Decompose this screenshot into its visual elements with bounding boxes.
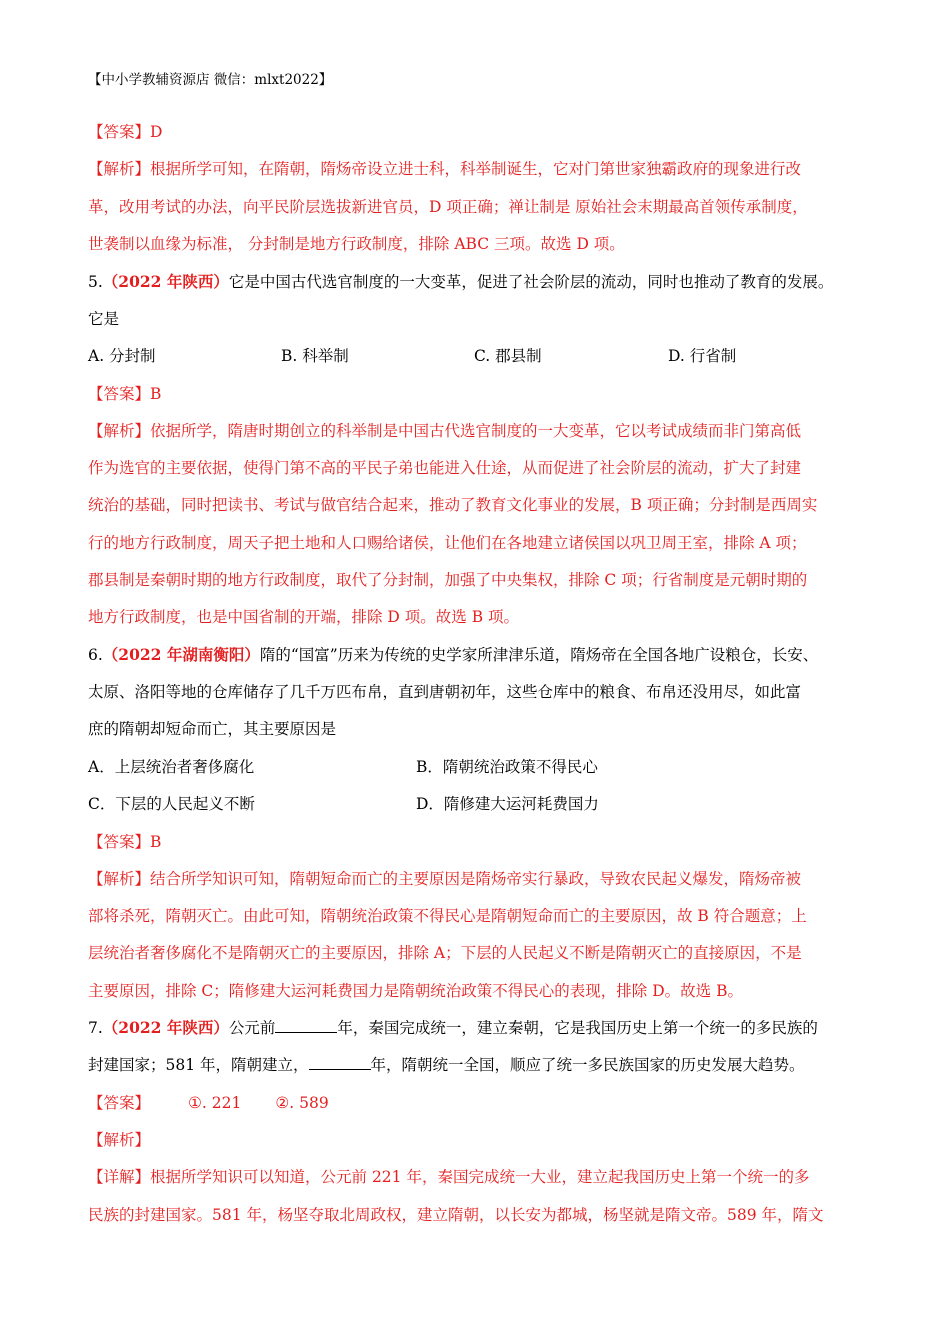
answer-value: D	[150, 123, 163, 141]
answer-label: 【答案】	[88, 123, 151, 141]
answer-value-2: ②. 589	[275, 1094, 329, 1112]
q5-analysis-line-5: 郡县制是秦朝时期的地方行政制度，取代了分封制，加强了中央集权，排除 C 项；行省制度是元朝时期的	[88, 571, 808, 589]
question-number: 5.	[88, 273, 103, 291]
q4-analysis-line-2: 革，改用考试的办法，向平民阶层选拔新进官员，D 项正确；禅让制是 原始社会末期最高首领传承制度，	[88, 198, 808, 216]
question-stem: 隋的“国富”历来为传统的史学家所津津乐道，隋炀帝在全国各地广设粮仓，长安、	[259, 646, 819, 664]
answer-label: 【答案】	[88, 385, 151, 403]
analysis-text: 依据所学，隋唐时期创立的科举制是中国古代选官制度的一大变革，它以考试成绩而非门第高低	[150, 422, 802, 440]
question-number: 6.	[88, 646, 103, 664]
question-number: 7.	[88, 1019, 103, 1037]
fill-in-blank-2	[309, 1055, 371, 1070]
answer-label: 【答案】	[88, 833, 151, 851]
analysis-label: 【解析】	[88, 870, 151, 888]
answer-value: B	[150, 833, 162, 851]
q6-option-c: C．下层的人民起义不断	[88, 795, 255, 813]
q5-stem-line-1	[88, 271, 833, 293]
q5-answer-line	[88, 383, 161, 405]
q6-analysis-line-1	[88, 868, 801, 890]
question-stem: 它是中国古代选官制度的一大变革，促进了社会阶层的流动，同时也推动了教育的发展。	[228, 273, 834, 291]
q7-stem-line-1	[88, 1017, 818, 1039]
detail-label: 【详解】	[88, 1168, 151, 1186]
q5-option-b: B. 科举制	[281, 347, 349, 365]
q7-detail-line-2: 民族的封建国家。581 年，杨坚夺取北周政权，建立隋朝，以长安为都城，杨坚就是隋文帝。589 年，隋文	[88, 1206, 824, 1224]
q5-analysis-line-6: 地方行政制度，也是中国省制的开端，排除 D 项。故选 B 项。	[88, 608, 520, 626]
fill-in-blank-1	[275, 1018, 337, 1033]
q4-analysis-line-3: 世袭制以血缘为标准， 分封制是地方行政制度，排除 ABC 三项。故选 D 项。	[88, 235, 625, 253]
question-stem-part: 公元前	[228, 1019, 276, 1037]
analysis-text: 根据所学可知，在隋朝，隋炀帝设立进士科，科举制诞生，它对门第世家独霸政府的现象进行改	[150, 160, 802, 178]
page-header-watermark: 【中小学教辅资源店 微信：mlxt2022】	[88, 72, 333, 88]
question-stem-part: 封建国家；581 年，隋朝建立，	[88, 1056, 309, 1074]
q6-analysis-line-4: 主要原因，排除 C；隋修建大运河耗费国力是隋朝统治政策不得民心的表现，排除 D。故选 B。	[88, 982, 743, 1000]
answer-label: 【答案】	[88, 1094, 151, 1112]
q6-stem-line-3: 庶的隋朝却短命而亡，其主要原因是	[88, 720, 337, 738]
answer-value-1: ①. 221	[188, 1094, 242, 1112]
q5-option-c: C. 郡县制	[474, 347, 542, 365]
answer-value: B	[150, 385, 162, 403]
q6-stem-line-2: 太原、洛阳等地的仓库储存了几千万匹布帛，直到唐朝初年，这些仓库中的粮食、布帛还没用尽，如此富	[88, 683, 802, 701]
question-stem-part: 年，隋朝统一全国，顺应了统一多民族国家的历史发展大趋势。	[370, 1056, 805, 1074]
q6-option-b: B．隋朝统治政策不得民心	[416, 758, 598, 776]
q5-option-a: A. 分封制	[88, 347, 156, 365]
q4-answer-line	[88, 121, 162, 143]
q5-stem-line-2: 它是	[88, 310, 120, 328]
question-source: （2022 年陕西）	[102, 1018, 229, 1037]
q6-analysis-line-2: 部将杀死，隋朝灭亡。由此可知，隋朝统治政策不得民心是隋朝短命而亡的主要原因，故 B 符合题意；上	[88, 907, 807, 925]
q5-analysis-line-4: 行的地方行政制度，周天子把土地和人口赐给诸侯，让他们在各地建立诸侯国以巩卫周王室，排除 A 项；	[88, 534, 807, 552]
q6-stem-line-1	[88, 644, 818, 666]
analysis-label: 【解析】	[88, 160, 151, 178]
q7-answer-line	[88, 1092, 329, 1114]
q5-analysis-line-1	[88, 420, 801, 442]
q5-analysis-line-2: 作为选官的主要依据，使得门第不高的平民子弟也能进入仕途，从而促进了社会阶层的流动，扩大了封建	[88, 459, 802, 477]
analysis-label: 【解析】	[88, 422, 151, 440]
question-source: （2022 年湖南衡阳）	[102, 645, 260, 664]
q6-analysis-line-3: 层统治者奢侈腐化不是隋朝灭亡的主要原因，排除 A；下层的人民起义不断是隋朝灭亡的直接原因，不是	[88, 944, 802, 962]
q5-option-d: D. 行省制	[668, 347, 737, 365]
q4-analysis-line-1	[88, 158, 801, 180]
detail-text: 根据所学知识可以知道，公元前 221 年，秦国完成统一大业，建立起我国历史上第一个统一的多	[150, 1168, 810, 1186]
q7-analysis-label: 【解析】	[88, 1131, 151, 1149]
q6-option-d: D．隋修建大运河耗费国力	[416, 795, 599, 813]
question-source: （2022 年陕西）	[102, 272, 229, 291]
question-stem-part: 年，秦国完成统一，建立秦朝，它是我国历史上第一个统一的多民族的	[337, 1019, 818, 1037]
analysis-text: 结合所学知识可知，隋朝短命而亡的主要原因是隋炀帝实行暴政，导致农民起义爆发，隋炀帝被	[150, 870, 802, 888]
q5-analysis-line-3: 统治的基础，同时把读书、考试与做官结合起来，推动了教育文化事业的发展，B 项正确；分封制是西周实	[88, 496, 818, 514]
q7-stem-line-2	[88, 1054, 805, 1076]
q7-detail-line-1	[88, 1166, 809, 1188]
q6-option-a: A．上层统治者奢侈腐化	[88, 758, 255, 776]
q6-answer-line	[88, 831, 161, 853]
